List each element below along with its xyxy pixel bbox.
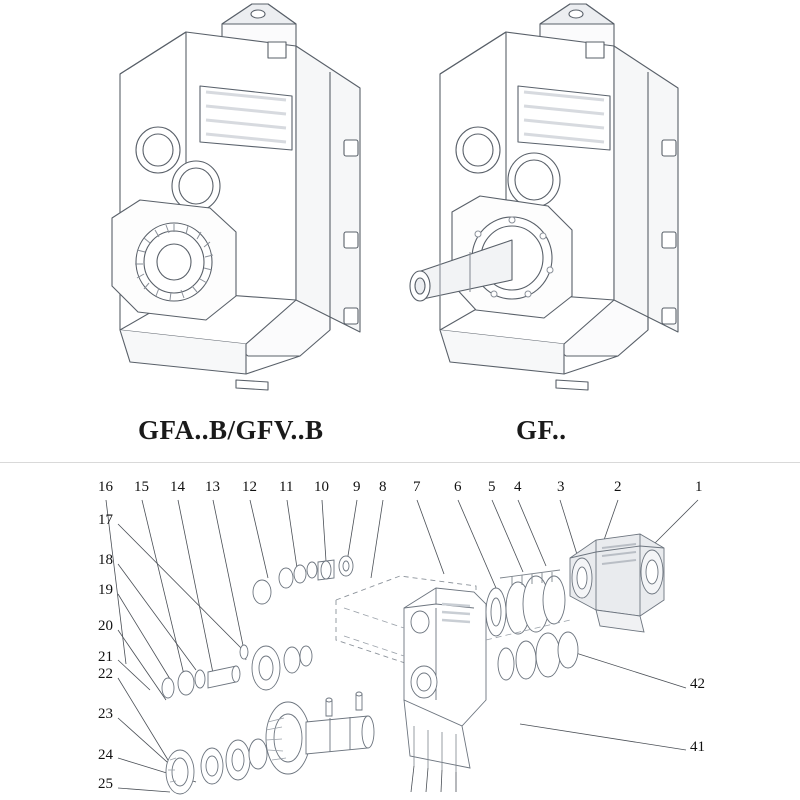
callout-19: 19 bbox=[98, 582, 113, 598]
callout-7: 7 bbox=[413, 479, 421, 495]
callout-21: 21 bbox=[98, 649, 113, 665]
callout-17: 17 bbox=[98, 512, 113, 528]
callout-5: 5 bbox=[488, 479, 496, 495]
callout-1: 1 bbox=[695, 479, 703, 495]
callout-22: 22 bbox=[98, 666, 113, 682]
callout-2: 2 bbox=[614, 479, 622, 495]
callout-18: 18 bbox=[98, 552, 113, 568]
figure-caption-right: GF.. bbox=[516, 415, 567, 445]
figure-caption-left: GFA..B/GFV..B bbox=[138, 415, 324, 445]
callout-20: 20 bbox=[98, 618, 113, 634]
callout-13: 13 bbox=[205, 479, 220, 495]
callout-4: 4 bbox=[514, 479, 522, 495]
callout-25: 25 bbox=[98, 776, 113, 792]
callout-23: 23 bbox=[98, 706, 113, 722]
callout-11: 11 bbox=[279, 479, 294, 495]
callout-14: 14 bbox=[170, 479, 185, 495]
callout-15: 15 bbox=[134, 479, 149, 495]
callout-10: 10 bbox=[314, 479, 329, 495]
callout-6: 6 bbox=[454, 479, 462, 495]
callout-41: 41 bbox=[690, 739, 705, 755]
callout-24: 24 bbox=[98, 747, 113, 763]
callout-16: 16 bbox=[98, 479, 113, 495]
callout-8: 8 bbox=[379, 479, 387, 495]
callout-9: 9 bbox=[353, 479, 361, 495]
callout-12: 12 bbox=[242, 479, 257, 495]
callout-3: 3 bbox=[557, 479, 565, 495]
callout-42: 42 bbox=[690, 676, 705, 692]
